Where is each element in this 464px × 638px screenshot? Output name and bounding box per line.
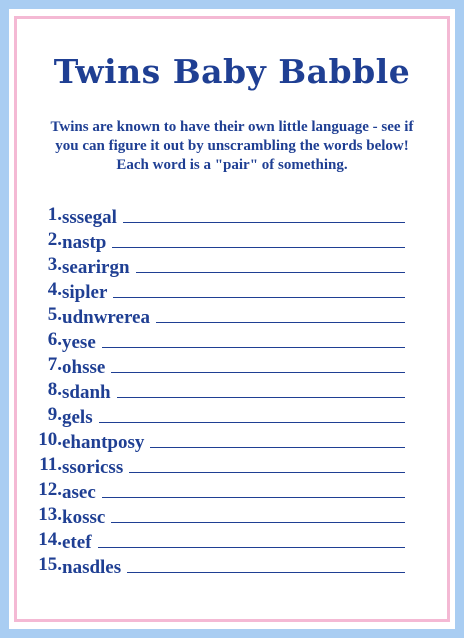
answer-blank — [129, 454, 405, 473]
scrambled-word: kossc — [62, 507, 106, 528]
answer-blank — [136, 254, 405, 273]
instructions-line-1: Twins are known to have their own little language - see if — [50, 119, 414, 135]
page-title: Twins Baby Babble — [53, 52, 411, 91]
item-entry — [62, 429, 405, 454]
scrambled-word: ohsse — [62, 357, 106, 378]
item-entry — [62, 329, 405, 354]
list-item — [0, 353, 464, 378]
scrambled-word: asec — [62, 482, 96, 503]
scrambled-word: udnwrerea — [62, 307, 150, 328]
item-number: 7. — [47, 354, 62, 375]
list-item — [0, 278, 464, 303]
list-item — [0, 228, 464, 253]
list-item — [0, 478, 464, 503]
answer-blank — [111, 504, 405, 523]
answer-blank — [113, 279, 405, 298]
list-item — [0, 403, 464, 428]
item-number: 8. — [47, 379, 62, 400]
scrambled-word-list — [0, 203, 464, 578]
scrambled-word: nasdles — [62, 557, 122, 578]
scrambled-word: ehantposy — [62, 432, 145, 453]
instructions-line-2: you can figure it out by unscrambling the words below! — [55, 138, 409, 154]
item-entry — [62, 454, 405, 479]
list-item — [0, 378, 464, 403]
answer-blank — [102, 329, 405, 348]
answer-blank — [112, 229, 405, 248]
scrambled-word: etef — [62, 532, 92, 553]
list-item — [0, 203, 464, 228]
scrambled-word: yese — [62, 332, 96, 353]
item-number: 14. — [38, 529, 62, 550]
item-entry — [62, 254, 405, 279]
answer-blank — [99, 404, 405, 423]
item-entry — [62, 554, 405, 579]
list-item — [0, 453, 464, 478]
answer-blank — [123, 204, 405, 223]
item-number: 11. — [39, 454, 62, 475]
scrambled-word: sdanh — [62, 382, 111, 403]
scrambled-word: searirgn — [62, 257, 130, 278]
list-item — [0, 553, 464, 578]
list-item — [0, 503, 464, 528]
item-number: 1. — [47, 204, 62, 225]
scrambled-word: sssegal — [62, 207, 117, 228]
item-entry — [62, 404, 405, 429]
item-number: 6. — [47, 329, 62, 350]
list-item — [0, 303, 464, 328]
item-entry — [62, 229, 405, 254]
list-item — [0, 253, 464, 278]
item-number: 9. — [47, 404, 62, 425]
answer-blank — [98, 529, 405, 548]
item-entry — [62, 504, 405, 529]
item-entry — [62, 204, 405, 229]
answer-blank — [150, 429, 405, 448]
scrambled-word: sipler — [62, 282, 108, 303]
item-number: 2. — [47, 229, 62, 250]
item-number: 5. — [47, 304, 62, 325]
answer-blank — [127, 554, 405, 573]
item-number: 15. — [38, 554, 62, 575]
item-entry — [62, 279, 405, 304]
item-number: 3. — [47, 254, 62, 275]
scrambled-word: ssoricss — [62, 457, 124, 478]
answer-blank — [102, 479, 405, 498]
answer-blank — [156, 304, 405, 323]
item-entry — [62, 304, 405, 329]
item-number: 4. — [47, 279, 62, 300]
list-item — [0, 528, 464, 553]
item-entry — [62, 479, 405, 504]
item-number: 10. — [38, 429, 62, 450]
instructions-text — [30, 118, 434, 175]
item-entry — [62, 529, 405, 554]
scrambled-word: nastp — [62, 232, 107, 253]
answer-blank — [111, 354, 405, 373]
list-item — [0, 428, 464, 453]
item-number: 13. — [38, 504, 62, 525]
scrambled-word: gels — [62, 407, 93, 428]
item-number: 12. — [38, 479, 62, 500]
answer-blank — [117, 379, 405, 398]
list-item — [0, 328, 464, 353]
instructions-line-3: Each word is a "pair" of something. — [116, 157, 348, 173]
item-entry — [62, 354, 405, 379]
item-entry — [62, 379, 405, 404]
